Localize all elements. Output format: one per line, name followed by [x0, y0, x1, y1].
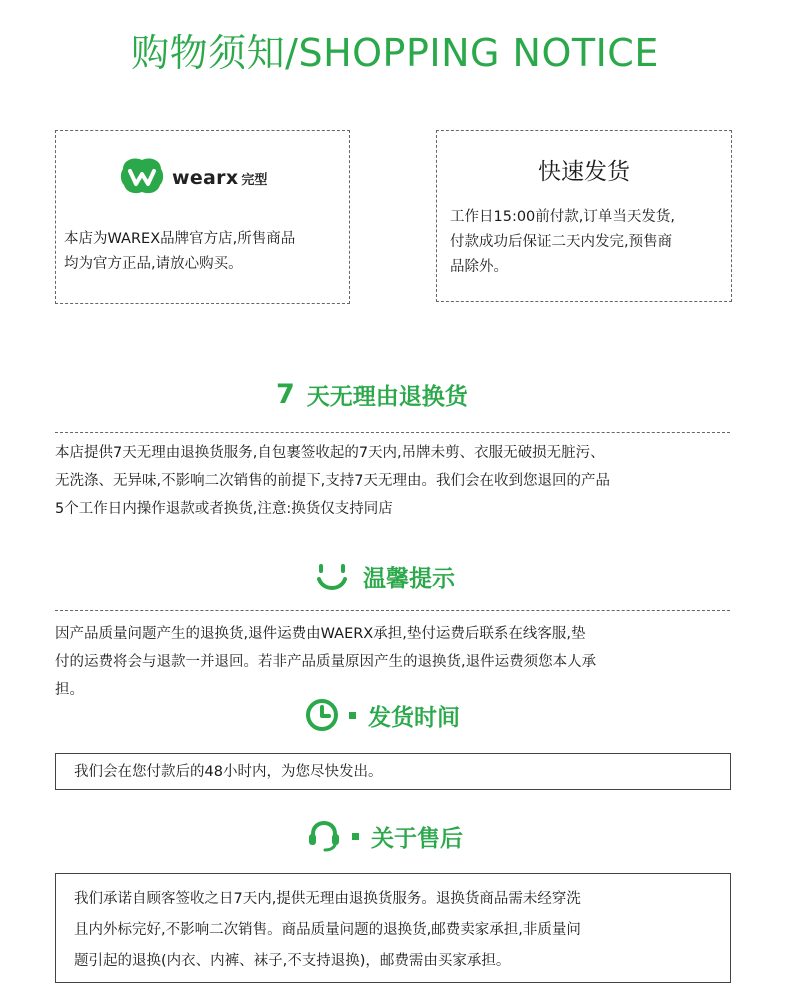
aftersale-line: 且内外标完好,不影响二次销售。商品质量问题的退换货,邮费卖家承担,非质量问: [74, 922, 581, 938]
tips-title-text: 温馨提示: [363, 566, 455, 592]
returns-line: 5个工作日内操作退款或者换货,注意:换货仅支持同店: [55, 501, 393, 517]
clock-icon: [305, 698, 339, 732]
delivery-title-text: 发货时间: [368, 704, 460, 731]
title-bullet: [352, 833, 359, 840]
tips-title: [315, 560, 455, 593]
shipping-box: [436, 130, 732, 302]
returns-title: [276, 378, 468, 411]
aftersale-line: 我们承诺自顾客签收之日7天内,提供无理由退换货服务。退换货商品需未经穿洗: [74, 891, 581, 907]
smile-icon: [315, 561, 349, 593]
returns-title-number: 7: [276, 379, 295, 410]
brand-logo-sub: 完型: [241, 172, 268, 188]
returns-line: 无洗涤、无异味,不影响二次销售的前提下,支持7天无理由。我们会在收到您退回的产品: [55, 473, 610, 489]
aftersale-title-text: 关于售后: [371, 825, 463, 852]
brand-line: 本店为WAREX品牌官方店,所售商品: [64, 231, 296, 247]
tips-line: 因产品质量问题产生的退换货,退件运费由WAERX承担,垫付运费后联系在线客服,垫: [55, 626, 586, 642]
returns-divider: [55, 432, 730, 433]
aftersale-paragraph: [74, 884, 724, 977]
brand-logo: [120, 157, 267, 199]
delivery-box: [55, 753, 731, 790]
title-bullet: [349, 712, 356, 719]
tips-line: 付的运费将会与退款一并退回。若非产品质量原因产生的退换货,退件运费须您本人承: [55, 654, 597, 670]
tips-divider: [55, 610, 730, 611]
headset-icon: [306, 818, 342, 854]
brand-logo-text: wearx: [172, 167, 239, 189]
returns-title-text: 天无理由退换货: [306, 384, 468, 410]
shipping-box-title: 快速发货: [538, 159, 630, 185]
aftersale-box: [55, 873, 731, 983]
shipping-line: 付款成功后保证二天内发完,预售商: [450, 234, 673, 250]
aftersale-line: 题引起的退换(内衣、内裤、袜子,不支持退换)，邮费需由买家承担。: [74, 953, 511, 969]
wearx-logo-icon: [120, 157, 164, 199]
returns-line: 本店提供7天无理由退换货服务,自包裹签收起的7天内,吊牌未剪、衣服无破损无脏污、: [55, 445, 605, 461]
aftersale-title: [306, 818, 463, 854]
shipping-description: [450, 205, 730, 280]
returns-paragraph: [55, 439, 745, 523]
delivery-title: [305, 698, 460, 732]
brand-description: [64, 227, 349, 277]
tips-line: 担。: [55, 682, 84, 698]
brand-box: [55, 130, 350, 304]
delivery-text: 我们会在您付款后的48小时内，为您尽快发出。: [74, 764, 383, 780]
tips-paragraph: [55, 620, 745, 704]
page-title: 购物须知/SHOPPING NOTICE: [131, 31, 659, 75]
brand-line: 均为官方正品,请放心购买。: [64, 256, 243, 272]
shipping-line: 工作日15:00前付款,订单当天发货,: [450, 209, 676, 225]
shipping-line: 品除外。: [450, 259, 508, 275]
